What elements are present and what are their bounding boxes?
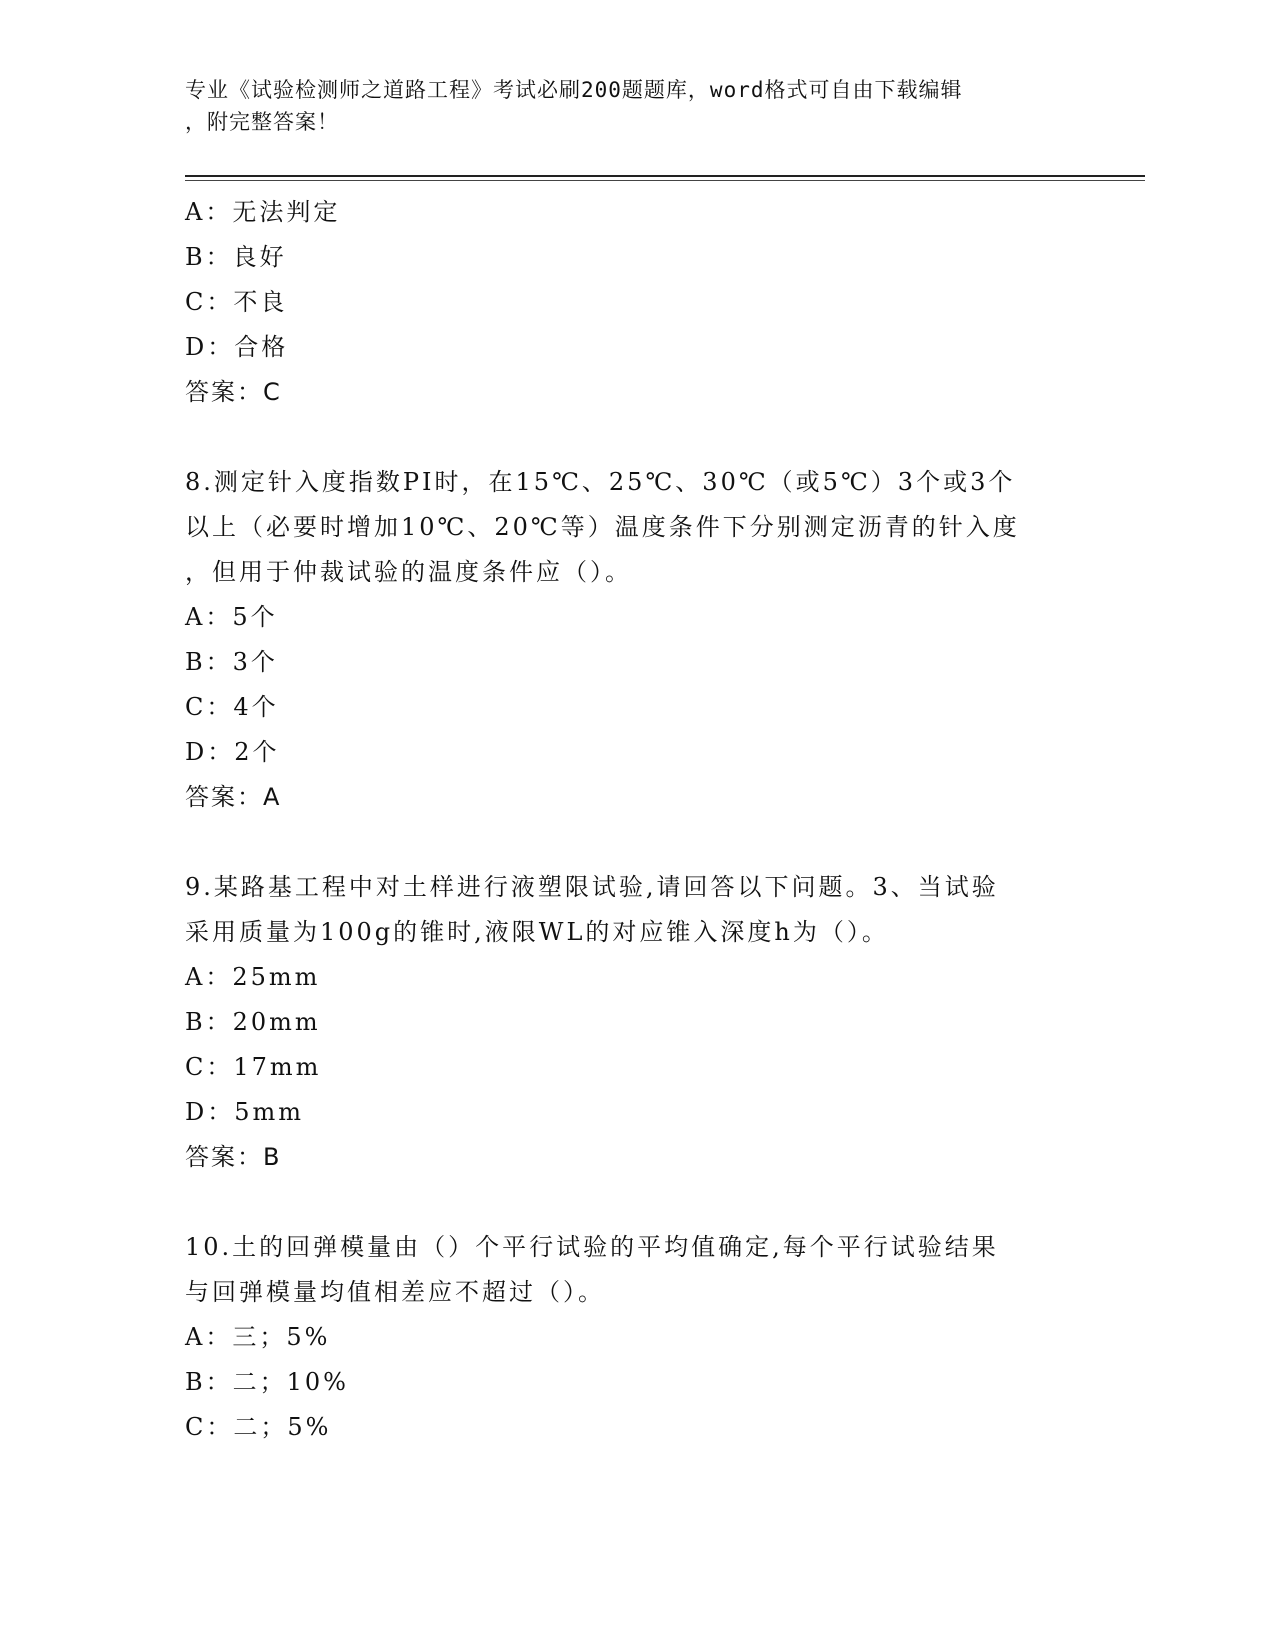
q7-option-d: D：合格 — [185, 333, 289, 361]
q10-stem-line-2: 与回弹模量均值相差应不超过（）。 — [185, 1278, 605, 1306]
q7-option-b: B：良好 — [185, 243, 287, 271]
q10-option-c: C：二；5% — [185, 1413, 332, 1441]
q9-option-a: A：25mm — [185, 963, 321, 991]
q10-stem-line-1: 10.土的回弹模量由（）个平行试验的平均值确定,每个平行试验结果 — [185, 1233, 999, 1261]
question-9 — [185, 865, 1065, 1180]
q7-answer: 答案：C — [185, 378, 282, 406]
header-divider-thick — [185, 175, 1145, 177]
spacer — [185, 1180, 1065, 1225]
spacer — [185, 415, 1065, 460]
q9-stem-line-1: 9.某路基工程中对土样进行液塑限试验,请回答以下问题。3、当试验 — [185, 873, 999, 901]
header-divider-thin — [185, 180, 1145, 181]
question-7 — [185, 190, 1065, 415]
q8-stem-line-2: 以上（必要时增加10℃、20℃等）温度条件下分别测定沥青的针入度 — [185, 513, 1020, 541]
q8-stem-line-3: ，但用于仲裁试验的温度条件应（）。 — [185, 558, 632, 586]
q8-stem-line-1: 8.测定针入度指数PI时，在15℃、25℃、30℃（或5℃）3个或3个 — [185, 468, 1016, 496]
q9-stem-line-2: 采用质量为100g的锥时,液限WL的对应锥入深度h为（）。 — [185, 918, 889, 946]
q9-option-d: D：5mm — [185, 1098, 305, 1126]
q8-option-b: B：3个 — [185, 648, 278, 676]
q8-option-d: D：2个 — [185, 738, 280, 766]
q10-option-a: A：三；5% — [185, 1323, 331, 1351]
spacer — [185, 820, 1065, 865]
question-10 — [185, 1225, 1065, 1450]
header-title-line-2: ，附完整答案！ — [185, 110, 339, 134]
question-list — [185, 190, 1065, 1450]
document-header — [185, 74, 1085, 138]
q9-option-b: B：20mm — [185, 1008, 321, 1036]
q7-option-a: A：无法判定 — [185, 198, 341, 226]
question-8 — [185, 460, 1065, 820]
q9-option-c: C：17mm — [185, 1053, 322, 1081]
header-title-line-1: 专业《试验检测师之道路工程》考试必刷200题题库，word格式可自由下载编辑 — [185, 78, 963, 102]
q10-option-b: B：二；10% — [185, 1368, 349, 1396]
q8-answer: 答案：A — [185, 783, 282, 811]
q7-option-c: C：不良 — [185, 288, 288, 316]
q9-answer: 答案：B — [185, 1143, 282, 1171]
q8-option-a: A：5个 — [185, 603, 278, 631]
q8-option-c: C：4个 — [185, 693, 279, 721]
